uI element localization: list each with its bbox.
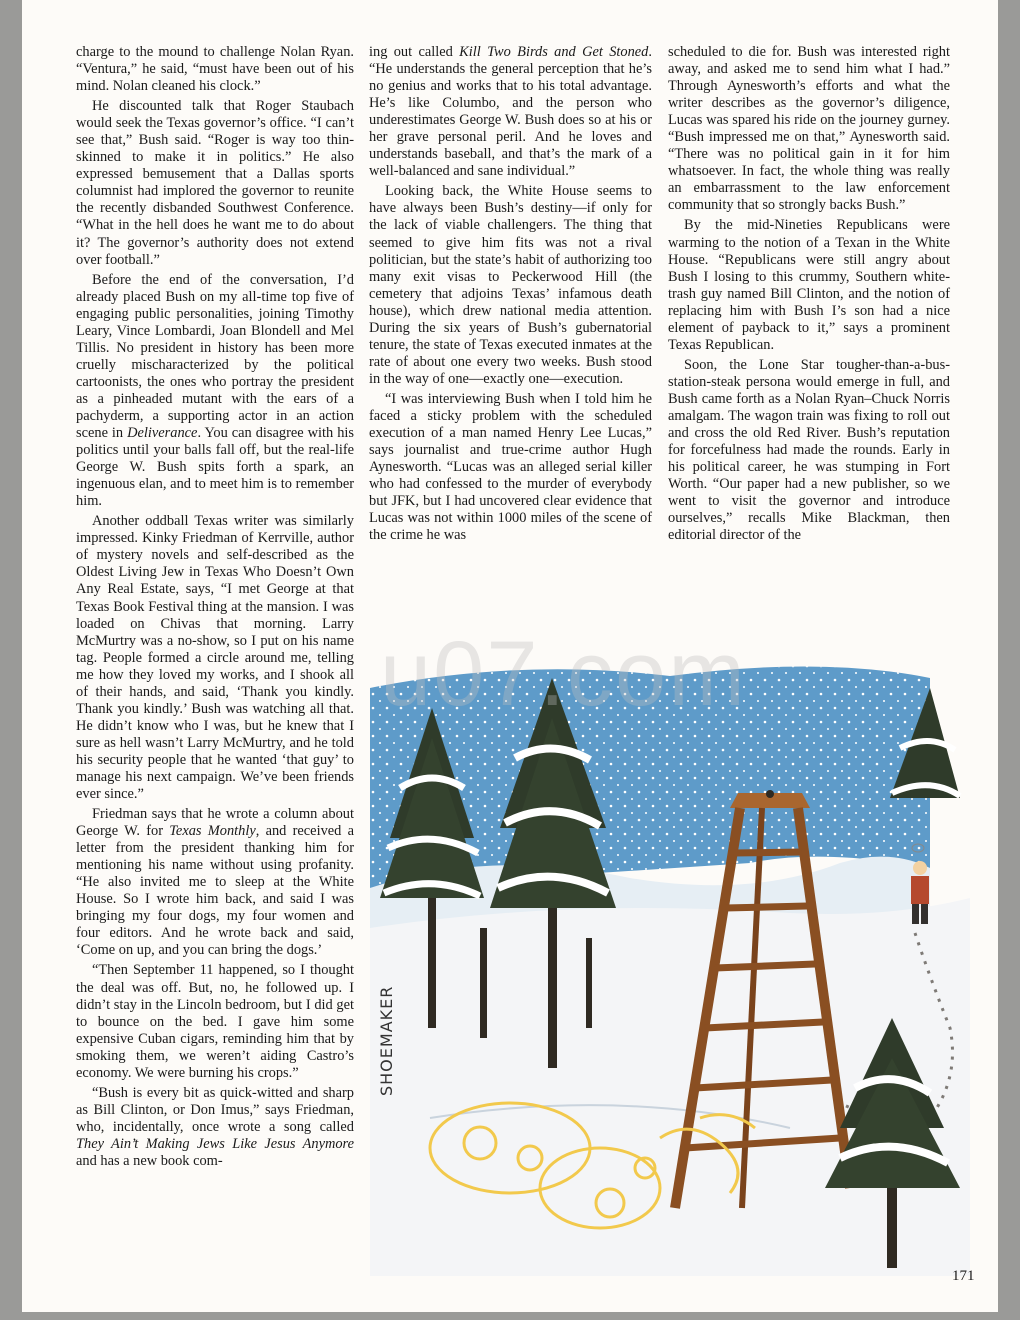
paragraph: “I was interviewing Bush when I told him he faced a sticky problem with the scheduled execution of a man named Henry Lee Lucas,” says journalist and true-crime author Hugh Aynesworth. “Lucas was an alleged serial killer who had confessed to the murder of everybody but JFK, but I had uncovered clear evidence that Lucas was not within 1000 miles of the scene of the crime he was <box>369 390 652 544</box>
italic-title: Kill Two Birds and Get Stoned <box>459 44 649 60</box>
paragraph: “Then September 11 happened, so I thought the deal was off. But, no, he followed up. I didn’t stay in the Lincoln bedroom, but I did get to bounce on the bed. I gave him some expensive Cuban cigars, reminding him that by smoking them, we weren’t aiding Castro’s economy. We were burning his crops.” <box>76 962 354 1081</box>
paragraph: ing out called Kill Two Birds and Get Stoned. “He understands the general perception that he’s no genius and works that to his total advantage. He’s like Columbo, and the person who underestimates George W. Bush does so at his or her grave personal peril. And he loves and understands baseball, and that’s the mark of a well-balanced and sane individual.” <box>369 44 652 180</box>
page-edge-left <box>0 0 22 1320</box>
italic-title: Deliverance <box>127 425 198 442</box>
winter-ladder-illustration <box>370 648 970 1276</box>
paragraph: Another oddball Texas writer was similarly impressed. Kinky Friedman of Kerrville, author of mystery novels and self-described as the Oldest Living Jew in Texas Who Doesn’t Own Any Real Estate, says, “I met George at that Texas Book Festival thing at the mansion. I was loaded on Chivas that morning. Larry McMurtry was a no-show, so I put on his name tag. People formed a circle around me, telling me how they loved my works, and I shook all of their hands, and said, ‘Thank you kindly. Thank you kindly.’ Bush was watching all that. He didn’t know who I was, but he knew that I sure as hell wasn’t Larry McMurtry, and he told his security people that he wanted ‘that guy’ to manage his next campaign. We’ve been friends ever since.” <box>76 513 354 803</box>
italic-title: They Ain’t Making Jews Like Jesus Anymore <box>76 1135 354 1152</box>
paragraph: Friedman says that he wrote a column about George W. for Texas Monthly, and received a letter from the president thanking him for mentioning his name without using profanity. “He also invited me to sleep at the White House. So I wrote him back, and said I was bringing my four dogs, my four women and four editors. And he wrote back and said, ‘Come on up, and you can bring the dogs.’ <box>76 806 354 959</box>
artist-signature: SHOEMAKER <box>377 985 396 1096</box>
page-edge-bottom <box>0 1312 1020 1320</box>
paragraph: charge to the mound to challenge Nolan Ryan. “Ventura,” he said, “must have been out of his mind. Nolan cleaned his clock.” <box>76 44 354 95</box>
paragraph: He discounted talk that Roger Staubach would seek the Texas governor’s office. “I can’t see that,” Bush said. “Roger is way too thin-skinned to make it in politics.” He also expressed bemusement that a Dallas sports columnist had implored the governor to reunite the recently disbanded Southwest Conference. “What in the hell does he want me to do about it? The governor’s authority does not extend over football.” <box>76 98 354 268</box>
italic-title: Texas Monthly <box>169 823 256 840</box>
article-column-2 <box>369 44 652 547</box>
article-column-3 <box>668 44 950 547</box>
paragraph: Before the end of the conversation, I’d already placed Bush on my all-time top five of engaging public personalities, joining Timothy Leary, Vince Lombardi, Joan Blondell and Mel Tillis. No president in history has been more cruelly mischaracterized by the political cartoonists, the ones who portray the president as a pinheaded mutant with the ears of a pachyderm, a supporting actor in an action scene in Deliverance. You can disagree with his politics until your balls fall off, but the real-life George W. Bush spits forth a spark, an ingenuous elan, and to meet him is to remember him. <box>76 271 354 510</box>
watermark: u07.com <box>380 623 747 725</box>
page-number: 171 <box>952 1268 975 1284</box>
page-edge-right <box>998 0 1020 1320</box>
paragraph: By the mid-Nineties Republicans were warming to the notion of a Texan in the White House. “Republicans were still angry about Bush I losing to this crummy, Southern white-trash guy named Bill Clinton, and the notion of replacing him with Bush I’s son had a nice element of payback to it,” says a prominent Texas Republican. <box>668 217 950 353</box>
paragraph: Looking back, the White House seems to have always been Bush’s destiny—if only for the lack of viable challengers. The thing that seemed to give him fits was not a rival politician, but the state’s habit of authorizing too many exit visas to Peckerwood Hill (the cemetery that adjoins Texas’ infamous death house), which drew national media attention. During the six years of Bush’s gubernatorial tenure, the state of Texas executed inmates at the rate of about one every two weeks. Bush stood in the way of one—exactly one—execution. <box>369 183 652 387</box>
article-column-1 <box>76 44 354 1173</box>
paragraph: scheduled to die for. Bush was interested right away, and asked me to send him what I had.” Through Aynesworth’s efforts and what the writer describes as the governor’s diligence, Lucas was spared his ride on the journey gurney. “Bush impressed me on that,” Aynesworth said. “There was no political gain in it for him whatsoever. In fact, the whole thing was really an embarrassment to the law enforcement community that so strongly backs Bush.” <box>668 44 950 214</box>
paragraph: Soon, the Lone Star tougher-than-a-bus-station-steak persona would emerge in full, and Bush came forth as a Nolan Ryan–Chuck Norris amalgam. The wagon train was fixing to roll out and cross the old Red River. Bush’s reputation for forcefulness had made the rounds. Early in his political career, he was stumping in Fort Worth. “Our paper had a new publisher, so we went to visit the governor and introduce ourselves,” recalls Mike Blackman, then editorial director of the <box>668 356 950 544</box>
paragraph: “Bush is every bit as quick-witted and sharp as Bill Clinton, or Don Imus,” says Friedman, who, incidentally, once wrote a song called They Ain’t Making Jews Like Jesus Anymore and has a new book com- <box>76 1084 354 1169</box>
